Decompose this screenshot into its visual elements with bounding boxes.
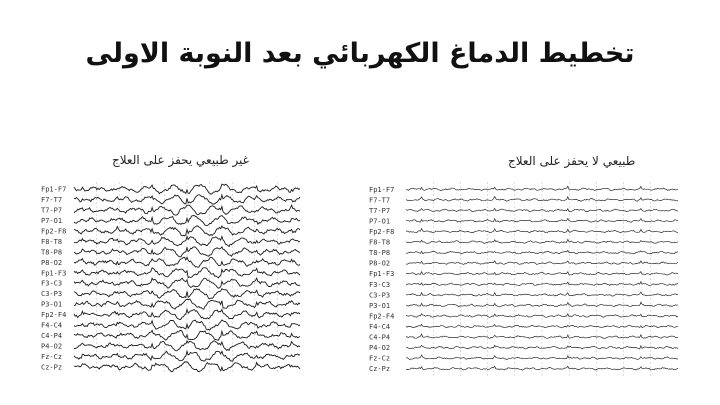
channel-label: F7-T7: [41, 196, 63, 205]
slide-title: تخطيط الدماغ الكهربائي بعد النوبة الاولى: [85, 38, 635, 69]
channel-label: P8-O2: [369, 259, 391, 268]
abnormal-eeg-image: [40, 180, 302, 376]
channel-label: F3-C3: [369, 280, 391, 289]
channel-label: Fz-Cz: [369, 354, 391, 363]
channel-label: T7-P7: [369, 206, 391, 215]
channel-label: Cz-Pz: [41, 363, 63, 372]
channel-label: C4-P4: [41, 331, 63, 340]
abnormal-eeg-caption: غير طبيعي يحفز على العلاج: [112, 153, 249, 167]
channel-label: C3-P3: [369, 291, 391, 300]
channel-label: P4-O2: [369, 344, 391, 353]
normal-eeg-trace: [368, 180, 680, 380]
channel-label: P8-O2: [41, 258, 63, 267]
channel-label: F8-T8: [41, 237, 63, 246]
channel-label: P3-O1: [369, 301, 391, 310]
abnormal-eeg-trace: [40, 180, 302, 376]
channel-label: Fp1-F7: [41, 185, 67, 194]
channel-label: Fp2-F8: [41, 227, 67, 236]
channel-label: T7-P7: [41, 206, 63, 215]
channel-label: Fp2-F4: [369, 312, 395, 321]
channel-label: Fz-Cz: [41, 352, 63, 361]
channel-label: F8-T8: [369, 238, 391, 247]
channel-label: Fp1-F3: [369, 270, 395, 279]
channel-label: F7-T7: [369, 196, 391, 205]
channel-label: Fp1-F3: [41, 269, 67, 278]
channel-label: P7-O1: [41, 217, 63, 226]
eeg-channel-trace: [74, 216, 300, 226]
normal-eeg-image: [368, 180, 680, 380]
channel-label: Cz-Pz: [369, 365, 391, 374]
channel-label: F4-C4: [369, 323, 391, 331]
channel-label: Fp2-F4: [41, 311, 67, 320]
channel-label: Fp1-F7: [369, 185, 395, 194]
channel-label: C4-P4: [369, 333, 391, 342]
channel-label: P3-O1: [41, 300, 63, 309]
normal-eeg-caption: طبيعي لا يحفز على العلاج: [508, 154, 636, 168]
channel-label: T8-P8: [41, 248, 63, 257]
channel-label: Fp2-F8: [369, 228, 395, 236]
channel-label: C3-P3: [41, 290, 63, 299]
eeg-channel-trace: [406, 239, 678, 243]
eeg-channel-trace: [74, 236, 300, 246]
channel-label: T8-P8: [369, 249, 391, 258]
eeg-channel-trace: [74, 184, 300, 194]
channel-label: F3-C3: [41, 279, 63, 288]
channel-label: P4-O2: [41, 342, 63, 351]
channel-label: P7-O1: [369, 217, 391, 226]
eeg-channel-trace: [74, 268, 300, 278]
eeg-channel-trace: [74, 320, 300, 330]
channel-label: F4-C4: [41, 321, 63, 330]
